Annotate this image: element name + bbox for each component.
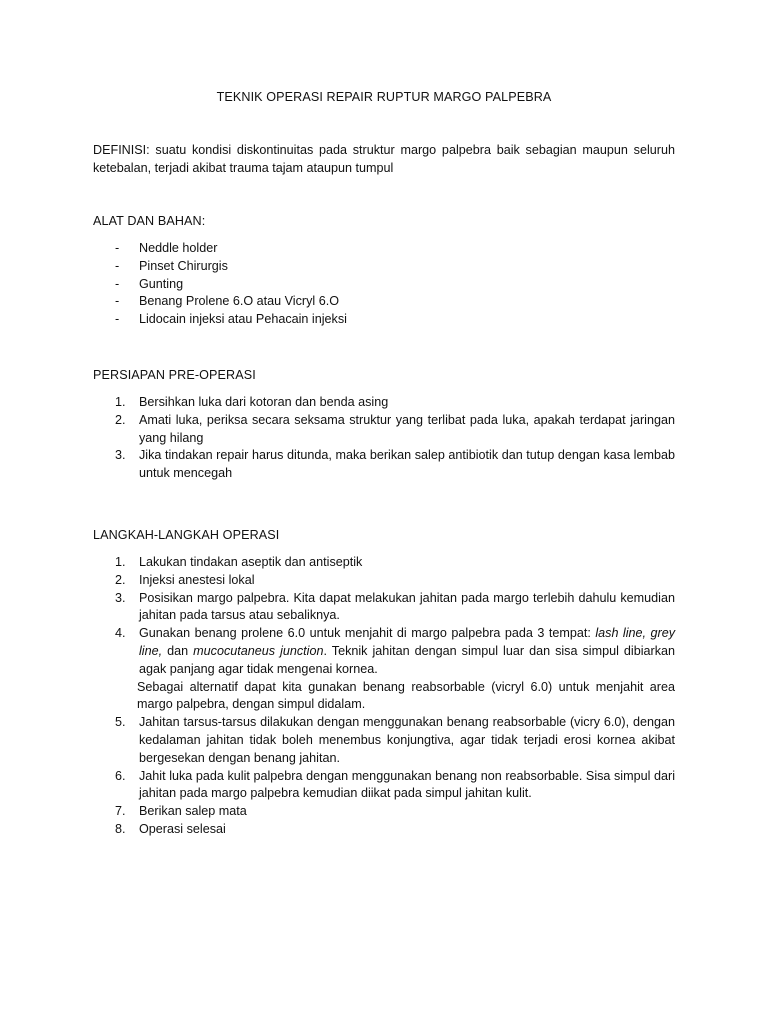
persiapan-list bbox=[93, 394, 675, 483]
alat-heading: ALAT DAN BAHAN: bbox=[93, 214, 206, 228]
list-item bbox=[93, 554, 675, 572]
list-item-text: Lidocain injeksi atau Pehacain injeksi bbox=[139, 312, 347, 327]
list-item bbox=[93, 447, 675, 483]
list-item bbox=[93, 258, 675, 276]
list-item-text: Lakukan tindakan aseptik dan antiseptik bbox=[139, 555, 363, 569]
list-item-text: Pinset Chirurgis bbox=[139, 258, 228, 273]
persiapan-heading: PERSIAPAN PRE-OPERASI bbox=[93, 368, 256, 382]
definisi-paragraph: DEFINISI: suatu kondisi diskontinuitas pada struktur margo palpebra baik sebagian maupun seluruh ketebalan, terjadi akibat trauma tajam ataupun tumpul bbox=[93, 143, 675, 175]
langkah-list bbox=[93, 554, 675, 839]
list-number: 8. bbox=[115, 821, 126, 836]
text-segment: . Teknik jahitan dengan simpul luar dan sisa simpul dibiarkan agak panjang agar tidak mengenai kornea. bbox=[139, 643, 676, 676]
list-item bbox=[93, 240, 675, 258]
list-item bbox=[93, 572, 675, 590]
list-item-text: Amati luka, periksa secara seksama struktur yang terlibat pada luka, apakah terdapat jaringan yang hilang bbox=[139, 412, 675, 445]
langkah-heading: LANGKAH-LANGKAH OPERASI bbox=[93, 528, 280, 542]
list-item bbox=[93, 311, 675, 329]
list-number: 5. bbox=[115, 715, 126, 730]
list-item-text: Jika tindakan repair harus ditunda, maka berikan salep antibiotik dan tutup dengan kasa lembab untuk mencegah bbox=[139, 448, 675, 481]
list-marker: - bbox=[115, 258, 120, 273]
list-number: 3. bbox=[115, 590, 126, 605]
list-item-text: Jahitan tarsus-tarsus dilakukan dengan menggunakan benang reabsorbable (vicry 6.0), dengan kedalaman jahitan tidak boleh menembus konjungtiva, agar tidak terjadi erosi kornea akibat bergesekan dengan benang jahitan. bbox=[139, 715, 675, 765]
list-marker: - bbox=[115, 312, 120, 327]
list-number: 3. bbox=[115, 448, 126, 463]
list-item bbox=[93, 625, 675, 678]
list-item-text: Benang Prolene 6.O atau Vicryl 6.O bbox=[139, 294, 339, 309]
list-item bbox=[93, 590, 675, 626]
list-item-text: Jahit luka pada kulit palpebra dengan menggunakan benang non reabsorbable. Sisa simpul dari jahitan pada margo palpebra kemudian diikat pada simpul jahitan kulit. bbox=[139, 768, 675, 801]
list-item bbox=[93, 821, 675, 839]
list-item bbox=[93, 394, 675, 412]
list-item bbox=[93, 714, 675, 767]
list-item-text: Neddle holder bbox=[139, 241, 218, 255]
list-item bbox=[93, 293, 675, 311]
list-number: 2. bbox=[115, 412, 126, 427]
list-item-text: Gunting bbox=[139, 276, 184, 291]
list-item-text bbox=[139, 625, 675, 678]
text-segment: Gunakan benang prolene 6.0 untuk menjahit di margo palpebra pada 3 tempat: bbox=[139, 626, 596, 641]
italic-term: mucocutaneus junction bbox=[193, 643, 324, 658]
list-item bbox=[93, 276, 675, 294]
list-marker: - bbox=[115, 241, 120, 255]
list-number: 7. bbox=[115, 804, 126, 819]
list-item bbox=[93, 803, 675, 821]
list-marker: - bbox=[115, 276, 120, 291]
list-number: 1. bbox=[115, 395, 126, 409]
list-item-text: Bersihkan luka dari kotoran dan benda asing bbox=[139, 395, 389, 409]
list-number: 6. bbox=[115, 768, 126, 783]
text-segment: dan bbox=[162, 643, 194, 658]
list-item bbox=[93, 768, 675, 804]
list-number: 4. bbox=[115, 626, 126, 641]
italic-term: lash line, grey line, bbox=[139, 626, 676, 658]
document-title: TEKNIK OPERASI REPAIR RUPTUR MARGO PALPEBRA bbox=[216, 90, 552, 104]
list-number: 1. bbox=[115, 555, 126, 569]
list-item-text: Posisikan margo palpebra. Kita dapat melakukan jahitan pada margo terlebih dahulu kemudian jahitan pada tarsus atau sebaliknya. bbox=[139, 590, 675, 623]
list-marker: - bbox=[115, 294, 120, 309]
alat-list bbox=[93, 240, 675, 329]
list-item bbox=[93, 679, 675, 715]
list-number: 2. bbox=[115, 572, 126, 587]
list-item-text: Berikan salep mata bbox=[139, 804, 247, 819]
list-item-text: Injeksi anestesi lokal bbox=[139, 572, 255, 587]
list-item-text: Operasi selesai bbox=[139, 821, 226, 836]
alternative-paragraph: Sebagai alternatif dapat kita gunakan benang reabsorbable (vicryl 6.0) untuk menjahit area margo palpebra, dengan simpul didalam. bbox=[137, 679, 675, 712]
list-item bbox=[93, 412, 675, 448]
